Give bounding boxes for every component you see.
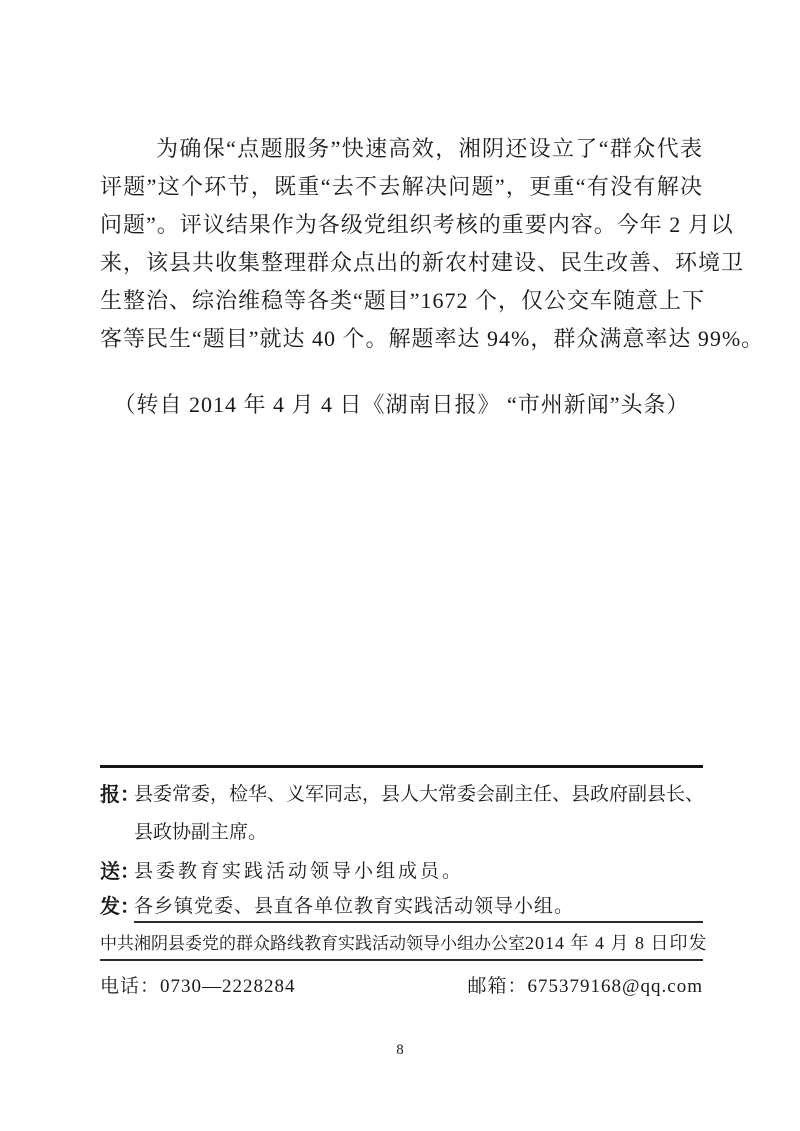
- distribution-label-bao: 报：: [100, 784, 140, 806]
- phone-text: 电话：0730—2228284: [100, 976, 296, 997]
- distribution-label-song: 送：: [100, 861, 140, 883]
- paragraph-line: 评题”这个环节，既重“去不去解决问题”，更重“有没有解决: [100, 174, 703, 199]
- issuer-office: 中共湘阴县委党的群众路线教育实践活动领导小组办公室: [100, 934, 525, 953]
- paragraph-line: 为确保“点题服务”快速高效，湘阴还设立了“群众代表: [156, 136, 703, 161]
- paragraph-line: 问题”。评议结果作为各级党组织考核的重要内容。今年 2 月以: [100, 212, 734, 237]
- distribution-text-bao-line2: 县政协副主席。: [134, 822, 268, 843]
- print-date: 2014 年 4 月 8 日印发: [525, 933, 708, 953]
- distribution-entry-bao: [100, 783, 703, 859]
- email-text: 邮箱：675379168@qq.com: [467, 976, 703, 997]
- colophon-issuer-row: [100, 932, 708, 961]
- source-citation: （转自 2014 年 4 月 4 日《湖南日报》 “市州新闻”头条）: [113, 392, 690, 417]
- distribution-text-bao: [134, 783, 704, 859]
- paragraph-line: 来，该县共收集整理群众点出的新农村建设、民生改善、环境卫: [100, 250, 745, 275]
- contact-row: [100, 974, 703, 1000]
- footer-separator-rule: [100, 765, 703, 768]
- distribution-text-bao-line1: 县委常委，检华、义军同志，县人大常委会副主任、县政府副县长、: [134, 784, 705, 805]
- distribution-text-song: 县委教育实践活动领导小组成员。: [134, 861, 465, 882]
- page-number: 8: [396, 1042, 404, 1058]
- paragraph-line: 客等民生“题目”就达 40 个。解题率达 94%，群众满意率达 99%。: [100, 326, 765, 351]
- distribution-label-fa: 发：: [100, 896, 140, 918]
- distribution-entry-song: [100, 860, 703, 884]
- distribution-text-fa: 各乡镇党委、县直各单位教育实践活动领导小组。: [134, 895, 703, 923]
- body-paragraph: [100, 130, 765, 358]
- paragraph-line: 生整治、综治维稳等各类“题目”1672 个，仅公交车随意上下: [100, 288, 706, 313]
- distribution-entry-fa: [100, 895, 703, 923]
